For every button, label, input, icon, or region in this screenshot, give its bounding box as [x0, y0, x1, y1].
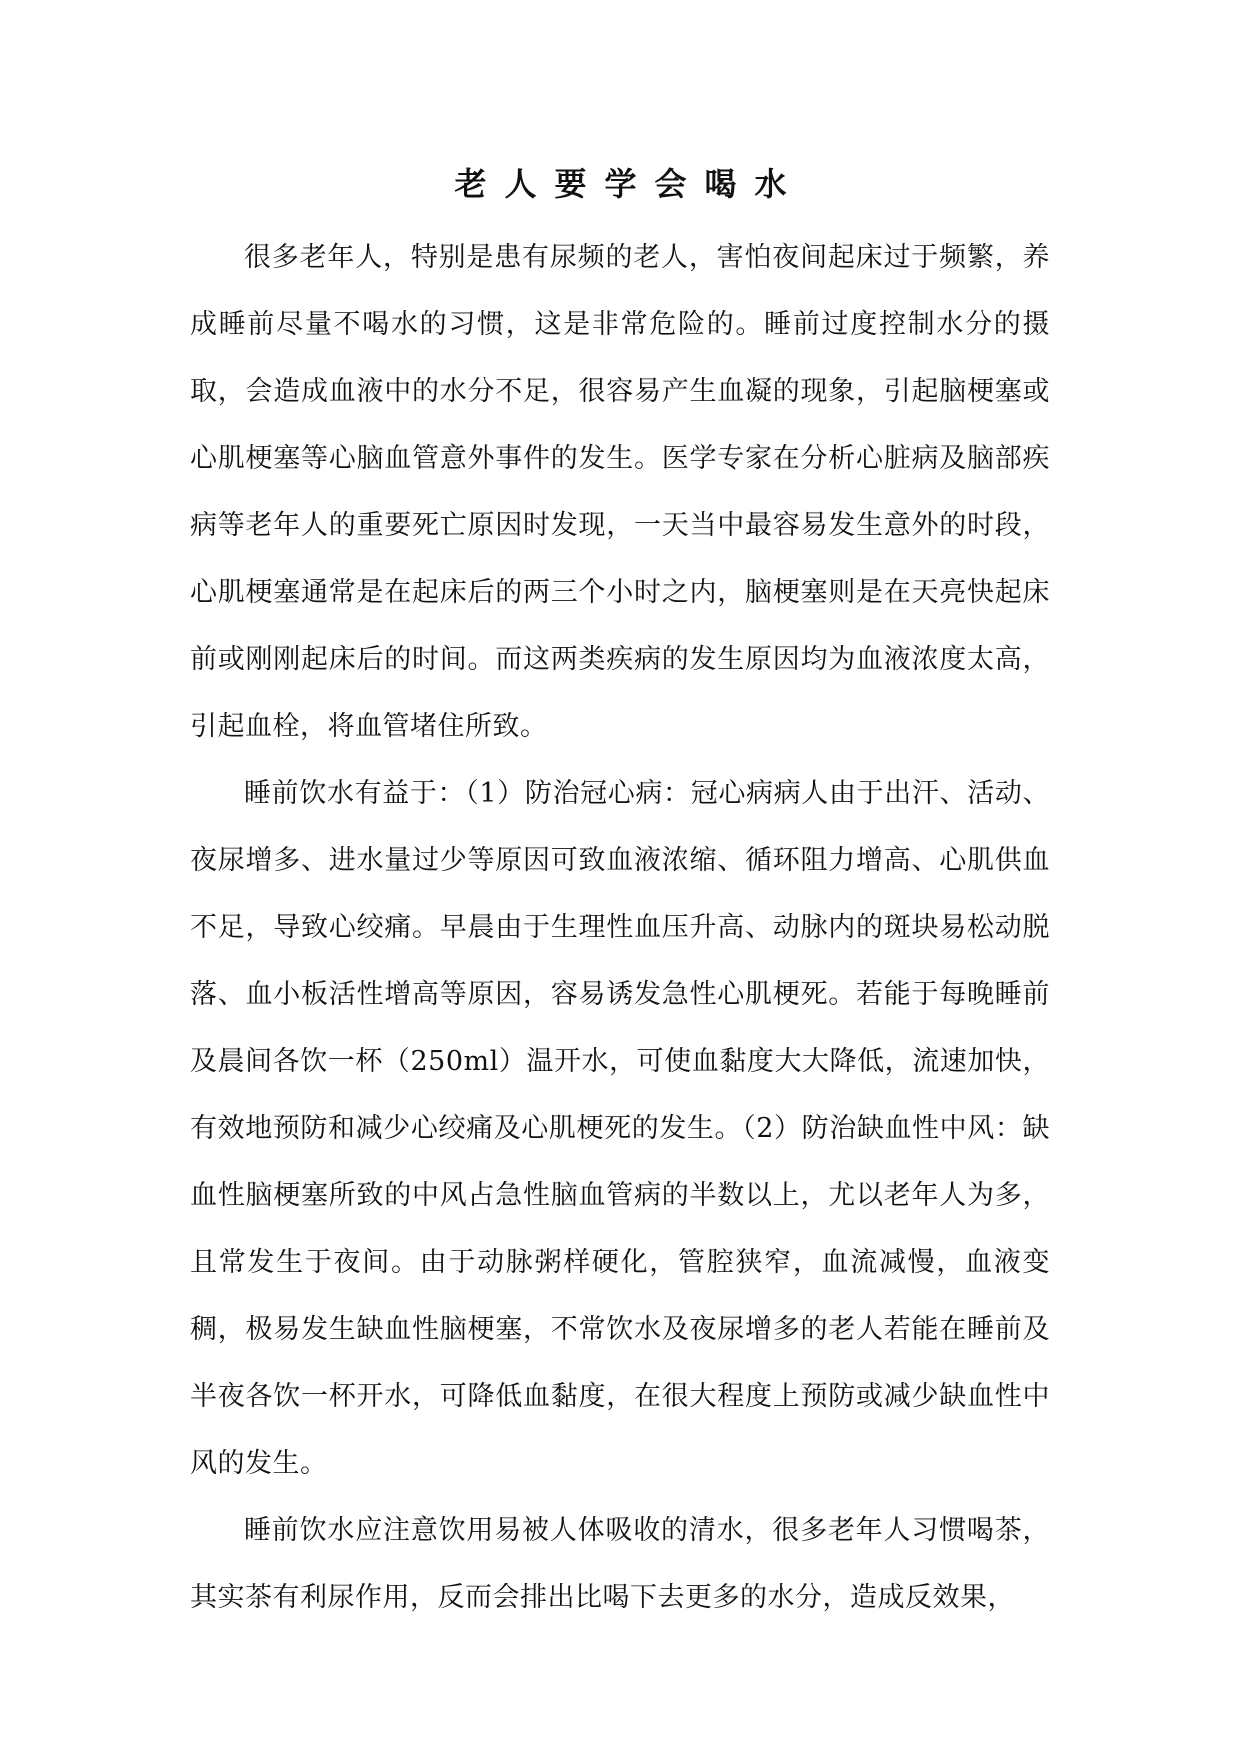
paragraph-2: 睡前饮水有益于：（1）防治冠心病：冠心病病人由于出汗、活动、夜尿增多、进水量过少等原因可致血液浓缩、循环阻力增高、心肌供血不足，导致心绞痛。早晨由于生理性血压升高、动脉内的斑块易松动脱落、血小板活性增高等原因，容易诱发急性心肌梗死。若能于每晚睡前及晨间各饮一杯（250ml）温开水，可使血黏度大大降低，流速加快，有效地预防和减少心绞痛及心肌梗死的发生。（2）防治缺血性中风：缺血性脑梗塞所致的中风占急性脑血管病的半数以上，尤以老年人为多，且常发生于夜间。由于动脉粥样硬化，管腔狭窄，血流减慢，血液变稠，极易发生缺血性脑梗塞，不常饮水及夜尿增多的老人若能在睡前及半夜各饮一杯开水，可降低血黏度，在很大程度上预防或减少缺血性中风的发生。	[190, 778, 1050, 1479]
document-body	[190, 224, 1050, 1631]
document-title: 老人要学会喝水	[454, 165, 805, 203]
paragraph-1: 很多老年人，特别是患有尿频的老人，害怕夜间起床过于频繁，养成睡前尽量不喝水的习惯，这是非常危险的。睡前过度控制水分的摄取，会造成血液中的水分不足，很容易产生血凝的现象，引起脑梗塞或心肌梗塞等心脑血管意外事件的发生。医学专家在分析心脏病及脑部疾病等老年人的重要死亡原因时发现，一天当中最容易发生意外的时段，心肌梗塞通常是在起床后的两三个小时之内，脑梗塞则是在天亮快起床前或刚刚起床后的时间。而这两类疾病的发生原因均为血液浓度太高，引起血栓，将血管堵住所致。	[190, 242, 1050, 742]
paragraph-3: 睡前饮水应注意饮用易被人体吸收的清水，很多老年人习惯喝茶，其实茶有利尿作用，反而会排出比喝下去更多的水分，造成反效果，	[190, 1515, 1050, 1613]
